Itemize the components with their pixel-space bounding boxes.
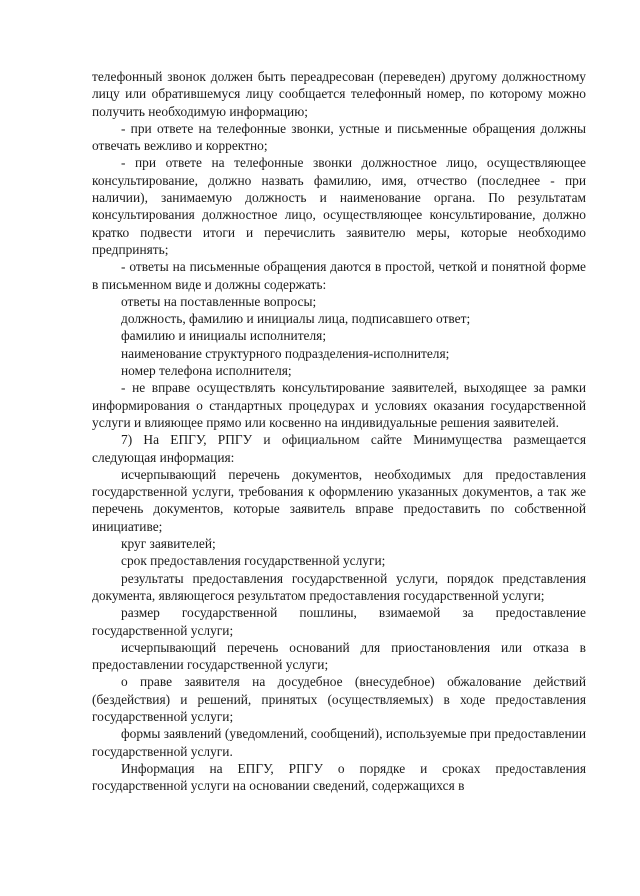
paragraph: 7) На ЕПГУ, РПГУ и официальном сайте Минимущества размещается следующая информация: (92, 432, 586, 465)
list-item: фамилию и инициалы исполнителя; (121, 328, 327, 344)
document-body (92, 68, 586, 794)
paragraph: размер государственной пошлины, взимаемой за предоставление государственной услуги; (92, 605, 586, 638)
paragraph: - при ответе на телефонные звонки должностное лицо, осуществляющее консультирование, должно назвать фамилию, имя, отчество (последнее - при наличии), занимаемую должность и наименование органа. По результатам консультирования должностное лицо, осуществляющее консультирование, должно кратко подвести итоги и перечислить заявителю меры, которые необходимо предпринять; (92, 155, 586, 257)
paragraph: о праве заявителя на досудебное (внесудебное) обжалование действий (бездействия) и решений, принятых (осуществляемых) в ходе предоставления государственной услуги; (92, 674, 586, 724)
list-item: ответы на поставленные вопросы; (121, 293, 317, 309)
paragraph: исчерпывающий перечень документов, необходимых для предоставления государственной услуги, требования к оформлению указанных документов, а так же перечень документов, которые заявитель вправе предоставить по собственной инициативе; (92, 466, 586, 534)
list-item: срок предоставления государственной услуги; (121, 553, 386, 569)
paragraph: формы заявлений (уведомлений, сообщений), используемые при предоставлении государственной услуги. (92, 726, 586, 759)
list-item: наименование структурного подразделения-исполнителя; (121, 345, 450, 361)
list-item: номер телефона исполнителя; (121, 363, 292, 379)
paragraph: - ответы на письменные обращения даются в простой, четкой и понятной форме в письменном виде и должны содержать: (92, 259, 586, 292)
paragraph: результаты предоставления государственной услуги, порядок представления документа, являющегося результатом предоставления государственной услуги; (92, 570, 586, 603)
list-item: должность, фамилию и инициалы лица, подписавшего ответ; (121, 311, 471, 327)
list-item: круг заявителей; (121, 536, 216, 552)
paragraph: - не вправе осуществлять консультирование заявителей, выходящее за рамки информирования о стандартных процедурах и условиях оказания государственной услуги и влияющее прямо или косвенно на индивидуальные решения заявителей. (92, 380, 586, 430)
paragraph: исчерпывающий перечень оснований для приостановления или отказа в предоставлении государственной услуги; (92, 639, 586, 673)
paragraph: - при ответе на телефонные звонки, устные и письменные обращения должны отвечать вежливо и корректно; (92, 120, 586, 154)
paragraph: телефонный звонок должен быть переадресован (переведен) другому должностному лицу или обратившемуся лицу сообщается телефонный номер, по которому можно получить необходимую информацию; (92, 69, 586, 119)
paragraph: Информация на ЕПГУ, РПГУ о порядке и сроках предоставления государственной услуги на основании сведений, содержащихся в (92, 760, 586, 794)
